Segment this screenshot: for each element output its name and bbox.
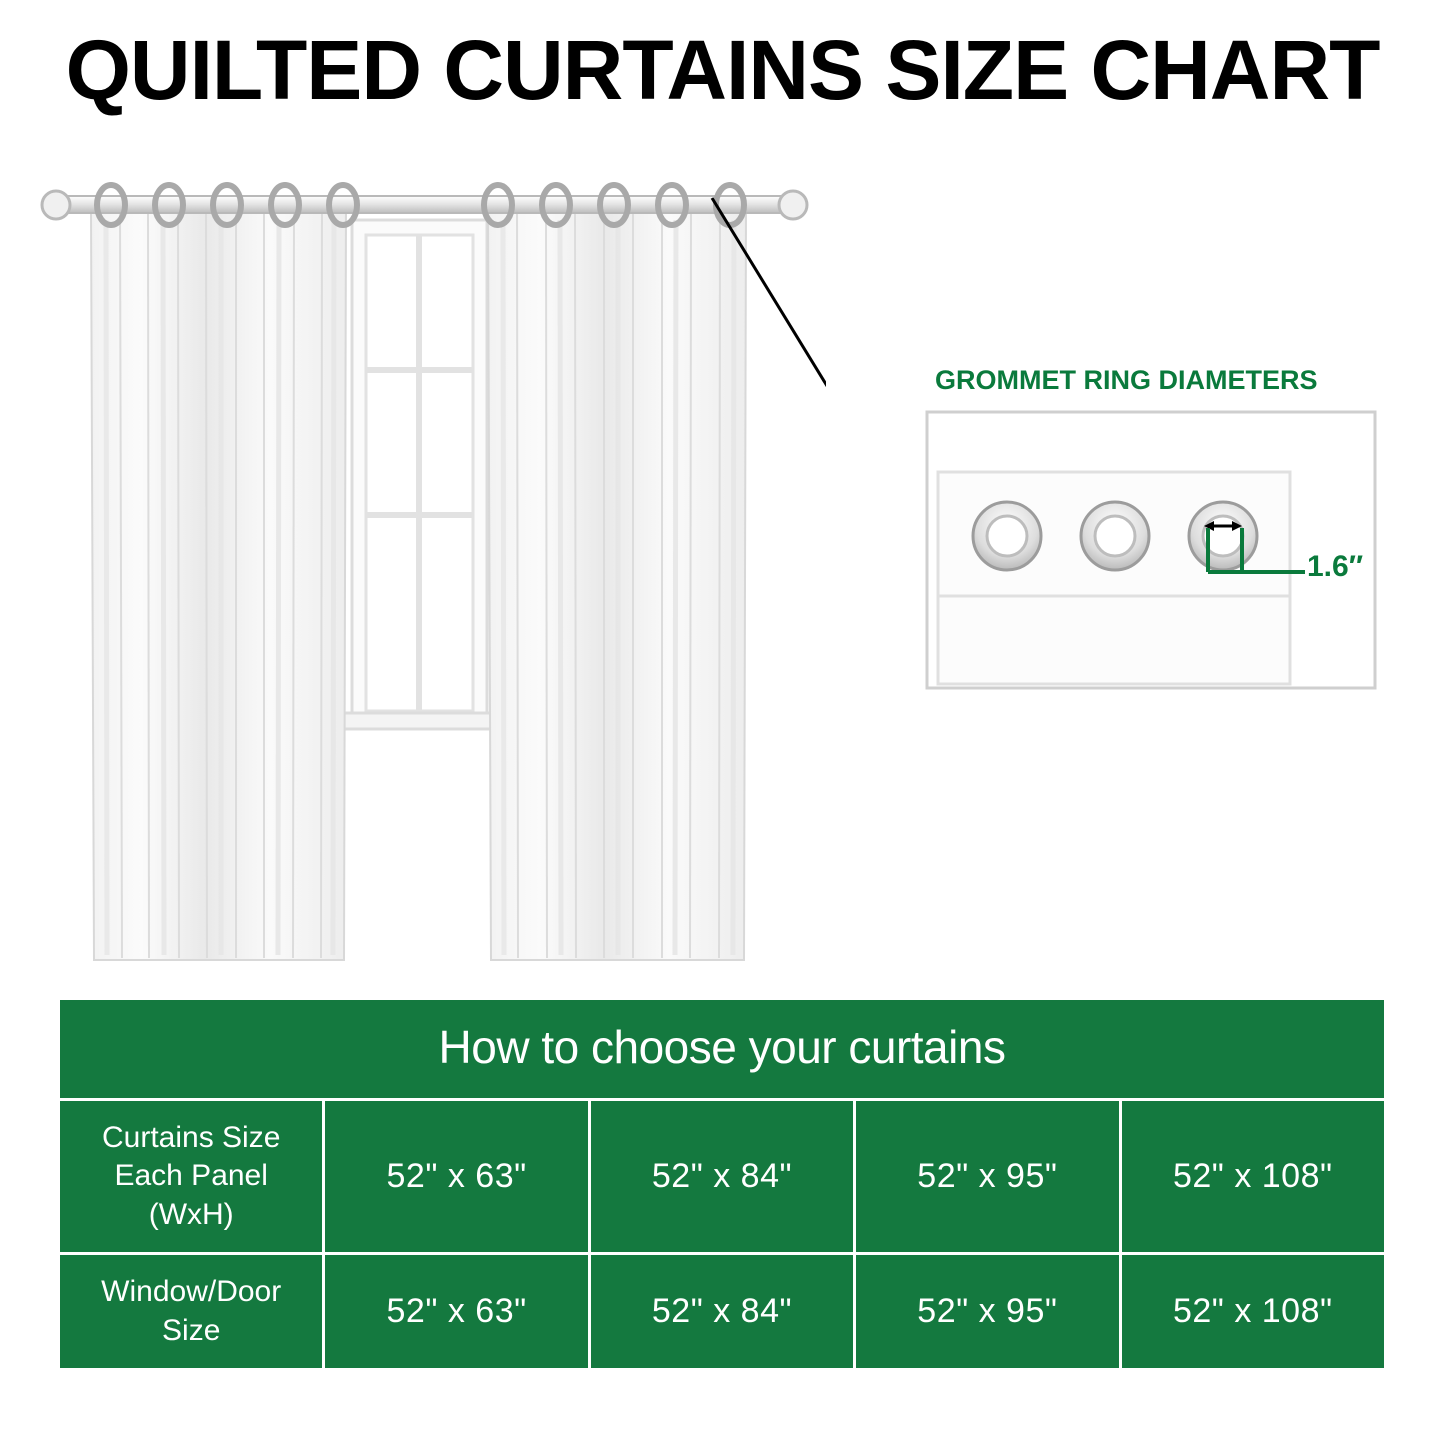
grommet-ring-measured [1189, 502, 1257, 570]
cell-curtain-size-1: 52" x 63" [324, 1100, 589, 1254]
page-title: QUILTED CURTAINS SIZE CHART [65, 23, 1380, 117]
size-chart-table [57, 997, 1387, 1371]
cell-window-size-4: 52" x 108" [1120, 1254, 1385, 1370]
row-label-curtain-size: Curtains Size Each Panel (WxH) [59, 1100, 324, 1254]
grommet-diameter-label: 1.6″ [1307, 550, 1364, 583]
table-title: How to choose your curtains [59, 999, 1386, 1100]
cell-window-size-2: 52" x 84" [589, 1254, 854, 1370]
row-label-window-size: Window/Door Size [59, 1254, 324, 1370]
table-header-row [59, 999, 1386, 1100]
grommet-callout [925, 365, 1395, 690]
grommet-detail-graphic [925, 410, 1377, 690]
grommet-callout-title: GROMMET RING DIAMETERS [935, 365, 1318, 395]
window-graphic [342, 220, 498, 729]
grommet-ring [973, 502, 1041, 570]
cell-curtain-size-2: 52" x 84" [589, 1100, 854, 1254]
table-row [59, 1100, 1386, 1254]
table-row [59, 1254, 1386, 1370]
curtain-panel-left [91, 208, 346, 960]
cell-curtain-size-3: 52" x 95" [855, 1100, 1120, 1254]
cell-window-size-3: 52" x 95" [855, 1254, 1120, 1370]
size-chart-table-wrapper [57, 997, 1387, 1371]
cell-window-size-1: 52" x 63" [324, 1254, 589, 1370]
grommet-ring [1081, 502, 1149, 570]
cell-curtain-size-4: 52" x 108" [1120, 1100, 1385, 1254]
curtain-illustration [36, 160, 826, 970]
curtain-panel-right [488, 208, 746, 960]
